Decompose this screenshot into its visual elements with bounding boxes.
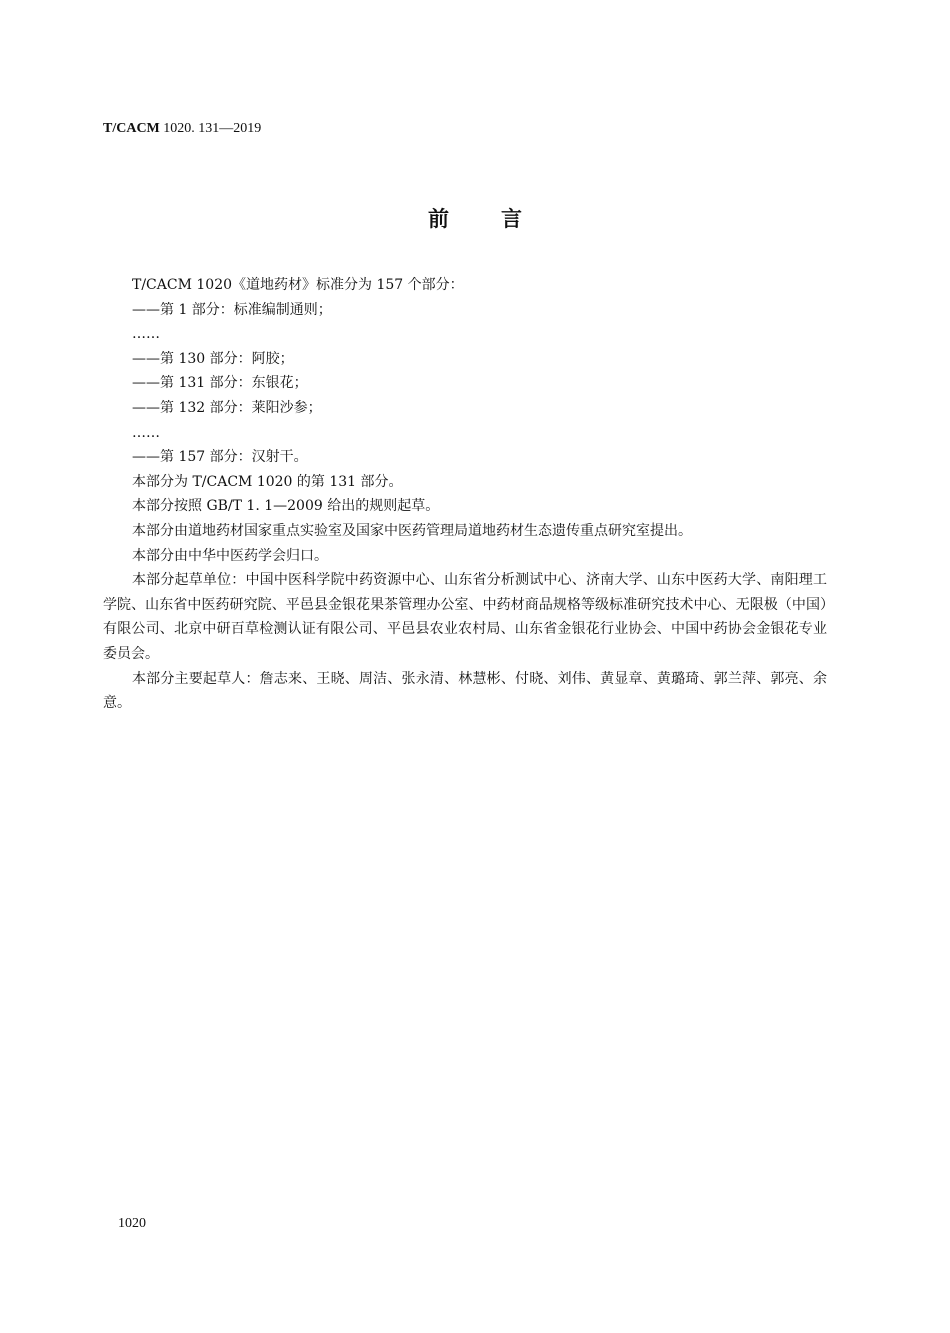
part-list-item: ——第 132 部分：莱阳沙参； — [132, 399, 322, 416]
standard-code-prefix: T/CACM — [103, 121, 160, 136]
proposer-statement: 本部分由道地药材国家重点实验室及国家中医药管理局道地药材生态遗传重点研究室提出。 — [132, 522, 692, 539]
intro-paragraph: T/CACM 1020《道地药材》标准分为 157 个部分： — [132, 277, 464, 293]
part-list-ellipsis: …… — [132, 424, 160, 441]
drafting-units-paragraph: 本部分起草单位：中国中医科学院中药资源中心、山东省分析测试中心、济南大学、山东中医药大学、南阳理工学院、山东省中医药研究院、平邑县金银花果茶管理办公室、中药材商品规格等级标准研究技术中心、无限极（中国）有限公司、北京中研百草检测认证有限公司、平邑县农业农村局、山东省金银花行业协会、中国中药协会金银花专业委员会。 — [103, 572, 827, 662]
drafters-paragraph: 本部分主要起草人：詹志来、王晓、周洁、张永清、林慧彬、付晓、刘伟、黄显章、黄璐琦、郭兰萍、郭亮、余意。 — [103, 670, 827, 712]
page-number: 1020 — [118, 1216, 146, 1231]
part-list-item: ——第 131 部分：东银花； — [132, 375, 308, 392]
foreword-body — [103, 273, 827, 716]
standard-code-number: 1020. 131—2019 — [159, 121, 262, 136]
part-list-item: ——第 1 部分：标准编制通则； — [132, 301, 332, 318]
administration-statement: 本部分由中华中医药学会归口。 — [132, 547, 328, 564]
part-number-statement: 本部分为 T/CACM 1020 的第 131 部分。 — [132, 473, 403, 490]
drafting-rules-statement: 本部分按照 GB/T 1. 1—2009 给出的规则起草。 — [132, 498, 440, 515]
part-list-item: ——第 130 部分：阿胶； — [132, 350, 294, 367]
standard-code-header — [103, 121, 261, 137]
page-title: 前言 — [428, 207, 574, 231]
part-list-item: ——第 157 部分：汉射干。 — [132, 449, 308, 466]
part-list-ellipsis: …… — [132, 326, 160, 343]
